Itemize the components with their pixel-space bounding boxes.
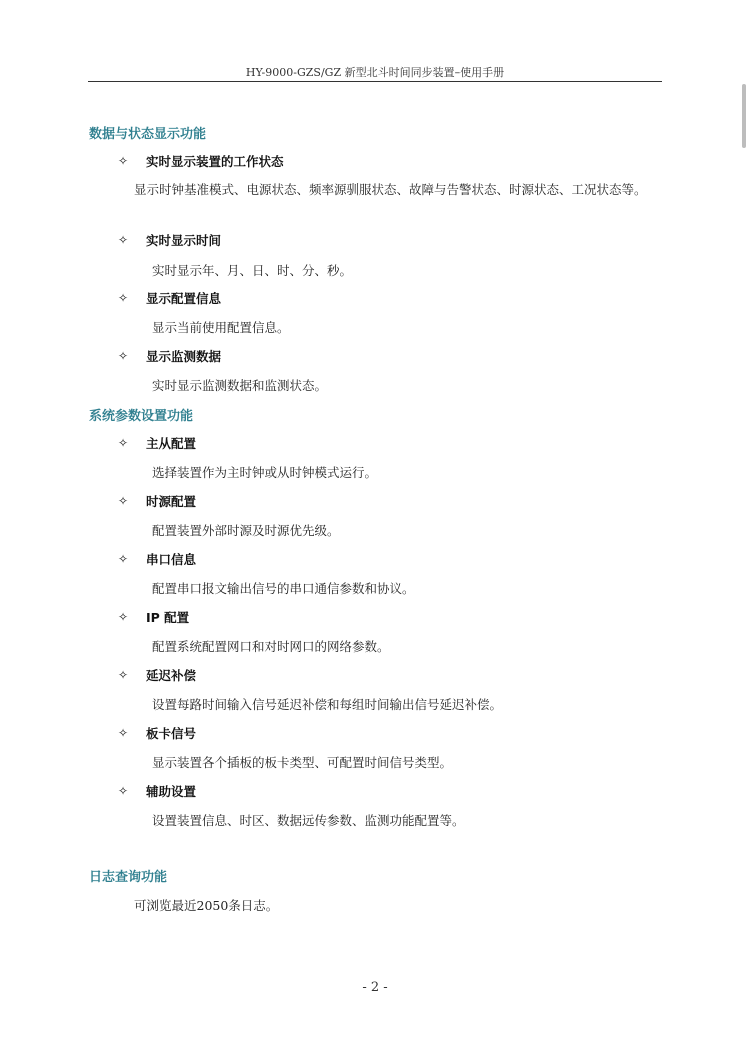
item-title: 串口信息 xyxy=(146,552,197,567)
scrollbar[interactable] xyxy=(742,84,746,148)
item-title: 板卡信号 xyxy=(146,726,197,741)
item-title: 实时显示时间 xyxy=(146,233,222,248)
item-description: 选择装置作为主时钟或从时钟模式运行。 xyxy=(152,465,378,480)
bullet-item xyxy=(118,782,196,800)
bullet-item xyxy=(118,666,196,684)
item-description: 显示时钟基准模式、电源状态、频率源驯服状态、故障与告警状态、时源状态、工况状态等。 xyxy=(134,182,647,197)
item-description: 显示装置各个插板的板卡类型、可配置时间信号类型。 xyxy=(152,755,453,770)
section-heading-display: 数据与状态显示功能 xyxy=(89,127,207,142)
diamond-bullet-icon: ✧ xyxy=(118,726,129,740)
diamond-bullet-icon: ✧ xyxy=(118,291,129,305)
item-title: 主从配置 xyxy=(146,436,197,451)
item-description: 实时显示年、月、日、时、分、秒。 xyxy=(152,263,353,278)
diamond-bullet-icon: ✧ xyxy=(118,784,129,798)
log-description: 可浏览最近2050条日志。 xyxy=(134,898,279,913)
bullet-item xyxy=(118,550,196,568)
diamond-bullet-icon: ✧ xyxy=(118,349,129,363)
item-title: 实时显示装置的工作状态 xyxy=(146,154,284,169)
item-description: 配置系统配置网口和对时网口的网络参数。 xyxy=(152,639,390,654)
item-description: 配置装置外部时源及时源优先级。 xyxy=(152,523,340,538)
page-header: HY-9000-GZS/GZ 新型北斗时间同步装置–使用手册 xyxy=(245,66,505,79)
bullet-item xyxy=(118,152,284,170)
diamond-bullet-icon: ✧ xyxy=(118,610,129,624)
item-description: 实时显示监测数据和监测状态。 xyxy=(152,378,328,393)
diamond-bullet-icon: ✧ xyxy=(118,494,129,508)
bullet-item xyxy=(118,289,221,307)
item-title: 延迟补偿 xyxy=(146,668,197,683)
page-number: - 2 - xyxy=(362,980,388,995)
diamond-bullet-icon: ✧ xyxy=(118,436,129,450)
item-title: 显示监测数据 xyxy=(146,349,222,364)
bullet-item xyxy=(118,492,196,510)
section-heading-settings: 系统参数设置功能 xyxy=(89,409,194,424)
bullet-item xyxy=(118,608,189,626)
item-title: 时源配置 xyxy=(146,494,197,509)
item-title: 辅助设置 xyxy=(146,784,197,799)
item-title: 显示配置信息 xyxy=(146,291,222,306)
bullet-item xyxy=(118,434,196,452)
section-heading-logs: 日志查询功能 xyxy=(89,870,168,885)
diamond-bullet-icon: ✧ xyxy=(118,154,129,168)
bullet-item xyxy=(118,231,221,249)
item-description: 配置串口报文输出信号的串口通信参数和协议。 xyxy=(152,581,415,596)
diamond-bullet-icon: ✧ xyxy=(118,552,129,566)
item-title: IP 配置 xyxy=(146,610,190,625)
diamond-bullet-icon: ✧ xyxy=(118,668,129,682)
bullet-item xyxy=(118,347,221,365)
item-description: 设置装置信息、时区、数据远传参数、监测功能配置等。 xyxy=(152,813,465,828)
header-rule xyxy=(88,81,662,82)
item-description: 设置每路时间输入信号延迟补偿和每组时间输出信号延迟补偿。 xyxy=(152,697,503,712)
item-description: 显示当前使用配置信息。 xyxy=(152,320,290,335)
bullet-item xyxy=(118,724,196,742)
diamond-bullet-icon: ✧ xyxy=(118,233,129,247)
